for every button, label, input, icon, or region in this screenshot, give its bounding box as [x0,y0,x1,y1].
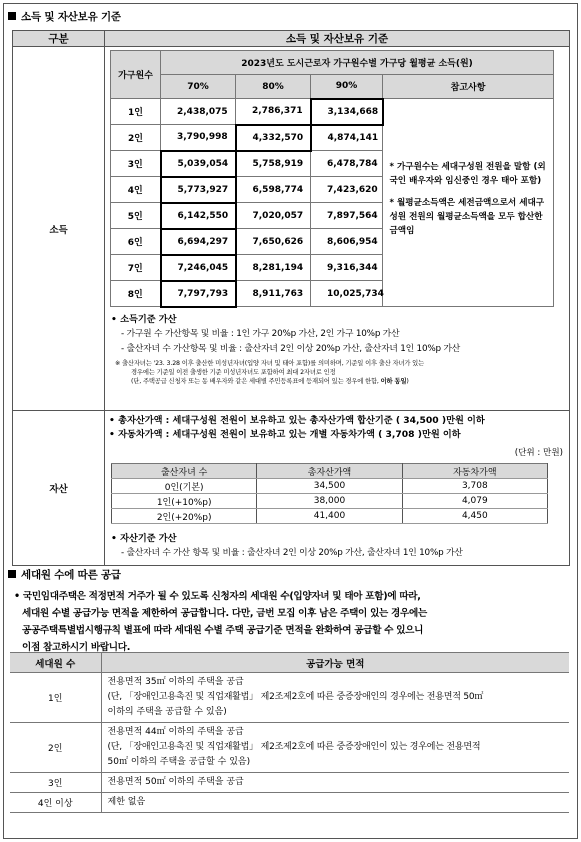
total-asset-header: 총자산가액 [257,464,402,479]
household-size: 7인 [111,255,161,281]
kids-count: 1인(+10%p) [112,494,257,509]
total-asset: 41,400 [257,509,402,524]
household-size: 5인 [111,203,161,229]
income-category-label: 소득 [13,47,105,411]
area-cell [101,673,569,723]
income-80: 7,650,626 [236,229,311,255]
income-table [110,50,554,308]
car-asset: 3,708 [402,479,547,494]
kids-count: 0인(기본) [112,479,257,494]
fine-print-3b: 이하 동일 [380,377,407,385]
income-80: 7,020,057 [236,203,311,229]
income-80: 8,281,194 [236,255,311,281]
fine-print-3a: (단, 주택공급 신청자 또는 동 배우자와 같은 세대별 주민등록표에 등재되어 있는 경우에 한함, [131,377,381,385]
household-size: 3인 [111,151,161,177]
area-line: (단, 「장애인고용촉진 및 직업재활법」 제2조제2호에 따른 중증장애인의 경우에는 전용면적 50㎡ [107,692,484,702]
kids-count: 2인(+20%p) [112,509,257,524]
pct-90-header: 90% [311,75,383,99]
household-size: 8인 [111,281,161,307]
header-standard: 소득 및 자산보유 기준 [105,31,570,47]
asset-category-label: 자산 [13,411,105,566]
fine-print-3c: ) [406,377,409,385]
area-line: 전용면적 44㎡ 이하의 주택을 공급 [107,727,244,737]
income-70: 7,246,045 [161,255,236,281]
household-size: 4인 [111,177,161,203]
table-row [112,509,548,524]
income-80: 5,758,919 [236,151,311,177]
household-paragraph [14,588,569,656]
para-line-1: • 국민임대주택은 적정면적 거주가 될 수 있도록 신청자의 세대원 수(입양자녀 및 태아 포함)에 따라, [14,591,421,602]
income-extra-line2: - 출산자녀 수 가산항목 및 비율 : 출산자녀 2인 이상 20%p 가산, 출산자녀 1인 10%p 가산 [121,343,461,354]
area-line: 이하의 주택을 공급할 수 있음) [107,707,227,717]
asset-limits [105,414,569,442]
pct-80-header: 80% [236,75,311,99]
income-extra [105,308,569,386]
income-90: 3,134,668 [311,99,383,125]
para-line-3: 공공주택특별법시행규칙 별표에 따라 세대원 수별 주택 공급기준 면적을 완화하여 공급할 수 있으니 [22,625,424,636]
asset-table [111,463,548,524]
note-household: * 가구원수는 세대구성원 전원을 말함 (외국인 배우자와 임신중인 경우 태아 포함) [389,161,546,186]
section-title-income-asset: 소득 및 자산보유 기준 [8,9,121,24]
income-80: 8,911,763 [236,281,311,307]
table-row [10,773,569,793]
income-70: 5,039,054 [161,151,236,177]
kids-header: 출산자녀 수 [112,464,257,479]
members-count: 3인 [10,773,101,793]
income-notes [383,99,554,307]
header-category: 구분 [13,31,105,47]
income-cell [105,47,570,411]
income-80: 2,786,371 [236,99,311,125]
income-70: 5,773,927 [161,177,236,203]
section-title-household: 세대원 수에 따른 공급 [8,567,121,582]
asset-extra-line: - 출산자녀 수 가산 항목 및 비율 : 출산자녀 2인 이상 20%p 가산, 출산자녀 1인 10%p 가산 [121,548,463,558]
car-asset-limit: • 자동차가액 : 세대구성원 전원이 보유하고 있는 개별 자동차가액 ( 3,708 )만원 이하 [109,429,461,440]
household-size: 2인 [111,125,161,151]
fine-print-3 [111,377,569,386]
unit-label: (단위 : 만원) [514,448,563,458]
car-asset-header: 자동차가액 [402,464,547,479]
income-extra-line1: - 가구원 수 가산항목 및 비율 : 1인 가구 20%p 가산, 2인 가구 10%p 가산 [121,328,400,339]
income-70: 2,438,075 [161,99,236,125]
members-count: 1인 [10,673,101,723]
note-header: 참고사항 [383,75,554,99]
income-asset-table [12,30,570,566]
income-90: 6,478,784 [311,151,383,177]
income-70: 7,797,793 [161,281,236,307]
fine-print-1: ※ 출산자녀는 '23. 3.28 이후 출산한 미성년자녀(입양 자녀 및 태아 포함)를 의미하며, 기준일 이후 출산 자녀가 있는 [115,359,425,367]
car-asset: 4,450 [402,509,547,524]
members-header: 세대원 수 [10,653,101,673]
income-title-header: 2023년도 도시근로자 가구원수별 가구당 월평균 소득(원) [161,51,554,75]
income-80: 6,598,774 [236,177,311,203]
members-count: 2인 [10,723,101,773]
area-line: 전용면적 35㎡ 이하의 주택을 공급 [107,677,244,687]
income-80: 4,332,570 [236,125,311,151]
household-area-table [10,652,569,813]
area-cell: 전용면적 50㎡ 이하의 주택을 공급 [101,773,569,793]
area-header: 공급가능 면적 [101,653,569,673]
area-line: 50㎡ 이하의 주택을 공급할 수 있음) [107,757,251,767]
car-asset: 4,079 [402,494,547,509]
income-90: 10,025,734 [311,281,383,307]
income-70: 6,694,297 [161,229,236,255]
income-extra-heading: • 소득기준 가산 [111,313,177,325]
household-size: 1인 [111,99,161,125]
income-70: 3,790,998 [161,125,236,151]
table-row [10,793,569,813]
total-asset: 34,500 [257,479,402,494]
asset-extra [105,524,569,560]
income-90: 8,606,954 [311,229,383,255]
note-monthly-income: * 월평균소득액은 세전금액으로서 세대구성원 전원의 월평균소득액을 모두 합산한 금액임 [389,197,545,236]
fine-print-2: 경우에는 기준일 이전 출생한 기준 미성년자녀도 포함하여 최대 2자녀로 인정 [131,368,336,376]
table-row [10,723,569,773]
square-bullet-icon [8,12,16,20]
table-row [112,494,548,509]
income-90: 7,897,564 [311,203,383,229]
table-row [10,673,569,723]
total-asset-limit: • 총자산가액 : 세대구성원 전원이 보유하고 있는 총자산가액 합산기준 ( 34,500 )만원 이하 [109,415,485,426]
income-70: 6,142,550 [161,203,236,229]
area-cell [101,723,569,773]
members-count: 4인 이상 [10,793,101,813]
asset-cell [105,411,570,566]
pct-70-header: 70% [161,75,236,99]
table-row [112,479,548,494]
para-line-4: 이점 참고하시기 바랍니다. [22,642,131,653]
income-90: 4,874,141 [311,125,383,151]
income-90: 7,423,620 [311,177,383,203]
household-size-header: 가구원수 [111,51,161,99]
income-90: 9,316,344 [311,255,383,281]
square-bullet-icon [8,570,16,578]
household-size: 6인 [111,229,161,255]
asset-extra-heading: • 자산기준 가산 [111,533,177,544]
total-asset: 38,000 [257,494,402,509]
area-cell: 제한 없음 [101,793,569,813]
table-row [111,99,554,125]
area-line: (단, 「장애인고용촉진 및 직업재활법」 제2조제2호에 따른 중증장애인이 있는 경우에는 전용면적 [107,742,481,752]
para-line-2: 세대원 수별 공급가능 면적을 제한하여 공급합니다. 다만, 금번 모집 이후 남은 주택이 있는 경우에는 [22,608,427,619]
